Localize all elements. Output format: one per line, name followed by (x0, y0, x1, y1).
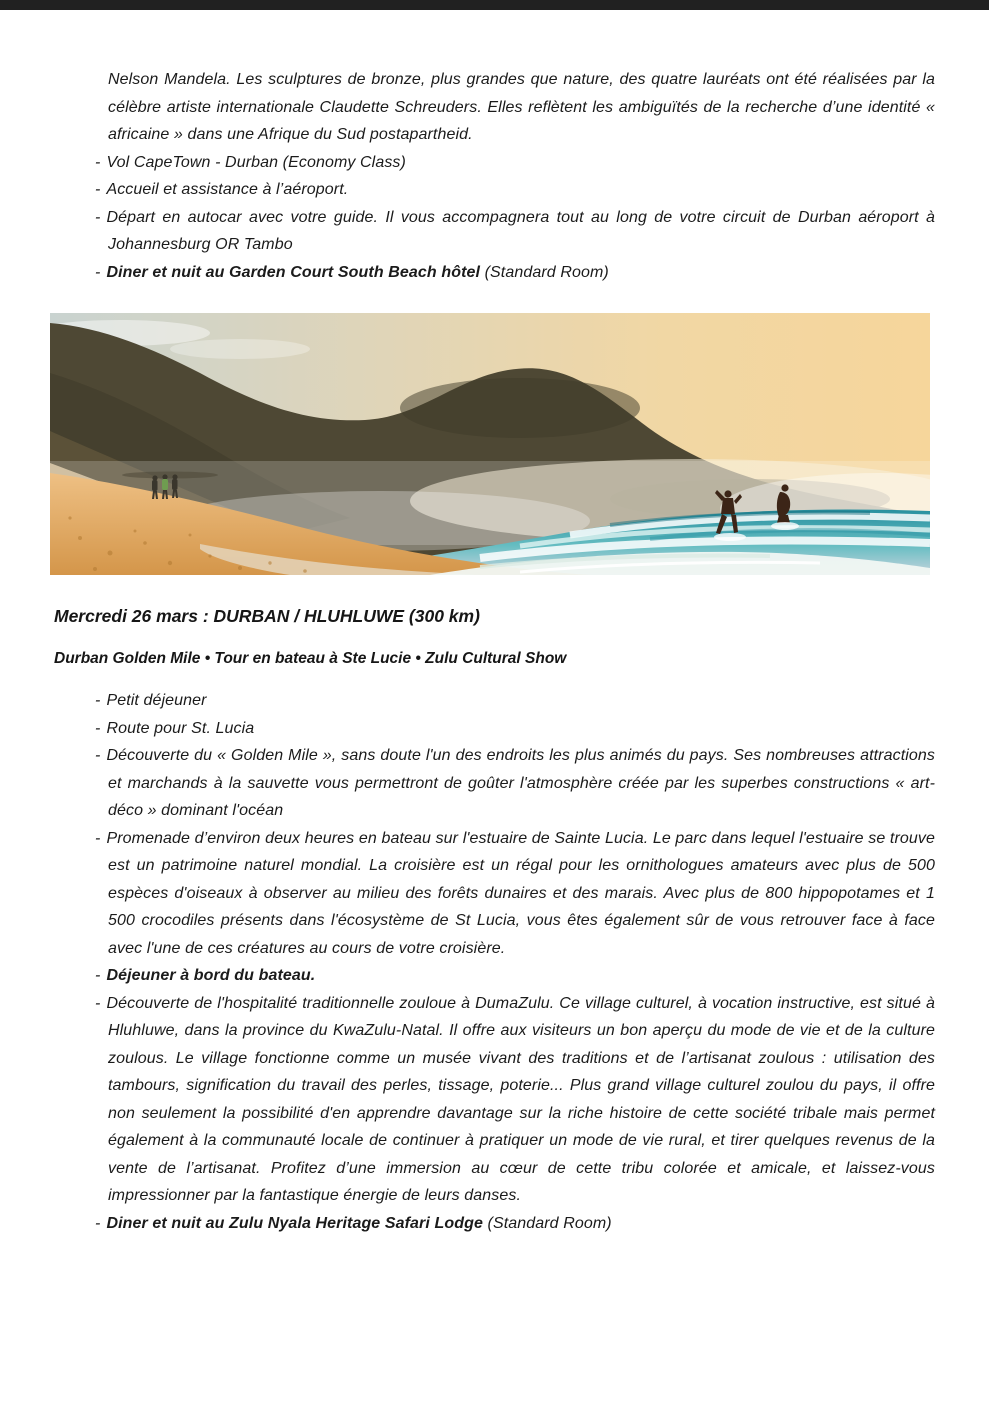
list-item (95, 990, 935, 1210)
bullet-marker: - (95, 994, 101, 1012)
day-subheading: Durban Golden Mile • Tour en bateau à Ste Lucie • Zulu Cultural Show (54, 649, 567, 667)
bullet-marker: - (95, 692, 101, 709)
list-item (95, 962, 935, 990)
beach-photo-illustration (50, 313, 930, 575)
day-bullet-list (95, 687, 935, 1237)
list-item (95, 259, 935, 287)
list-item (95, 1210, 935, 1238)
bullet-marker: - (95, 153, 101, 171)
intro-paragraph: Nelson Mandela. Les sculptures de bronze, plus grandes que nature, des quatre lauréats ont été réalisées par la célèbre artiste internationale Claudette Schreuders. Elles reflètent les ambiguïtés de la recherche d’une identité « africaine » dans une Afrique du Sud postapartheid. (108, 71, 935, 143)
bullet-text: Route pour St. Lucia (106, 719, 255, 737)
bullet-text: Découverte du « Golden Mile », sans doute l'un des endroits les plus animés du pays. Ses nombreuses attractions et marchands à la sauvette vous permettront de goûter l'atmosphère créée par les superbes constructions « art-déco » dominant l'océan (106, 747, 935, 819)
intro-bullet-list (95, 149, 935, 287)
bullet-text: Découverte de l'hospitalité traditionnelle zouloue à DumaZulu. Ce village culturel, à vocation instructive, est situé à Hluhluwe, dans la province du KwaZulu-Natal. Il offre aux visiteurs un bon aperçu du mode de vie et de la culture zoulous. Le village fonctionne comme un musée vivant des traditions et de l’artisanat zoulous : utilisation des tambours, signification du travail des perles, tissage, poterie... Plus grand village culturel zoulou du pays, il offre non seulement la possibilité d'en apprendre davantage sur la riche histoire de cette société tribale mais permet également à la communauté locale de continuer à pratiquer un mode de vie rural, et tirer quelques revenus de la vente de l’artisanat. Profitez d’une immersion au cœur de cette tribu colorée et amicale, et laissez-vous impressionner par la fantastique énergie de leurs danses. (106, 994, 935, 1204)
bullet-text: Promenade d’environ deux heures en bateau sur l'estuaire de Sainte Lucia. Le parc dans lequel l'estuaire se trouve est un patrimoine naturel mondial. La croisière est un régal pour les ornithologues amateurs avec plus de 500 espèces d'oiseaux à observer au milieu des forêts dunaires et des marais. Avec plus de 800 hippopotames et 1 500 crocodiles présents dans l'écosystème de St Lucia, vous êtes également sûr de vous retrouver face à face avec l'une de ces créatures au cours de votre croisière. (106, 829, 935, 957)
bullet-marker: - (95, 263, 101, 281)
window-top-bar (0, 0, 989, 10)
bullet-marker: - (95, 208, 101, 226)
bullet-text: (Standard Room) (482, 1214, 612, 1232)
bullet-text: Petit déjeuner (106, 692, 207, 709)
bullet-text: Vol CapeTown - Durban (Economy Class) (106, 153, 406, 171)
bullet-text-bold: Déjeuner à bord du bateau. (106, 967, 316, 984)
bullet-text: (Standard Room) (480, 263, 609, 281)
bullet-marker: - (95, 829, 101, 847)
list-item (95, 149, 935, 177)
list-item (95, 204, 935, 259)
list-item (95, 742, 935, 825)
beach-photo (50, 313, 930, 575)
bullet-text-bold: Diner et nuit au Zulu Nyala Heritage Safari Lodge (106, 1214, 483, 1232)
bullet-marker: - (95, 181, 101, 198)
bullet-marker: - (95, 747, 101, 764)
list-item (95, 715, 935, 743)
list-item (95, 176, 935, 204)
bullet-marker: - (95, 967, 101, 984)
list-item (95, 825, 935, 963)
bullet-marker: - (95, 719, 101, 737)
bullet-marker: - (95, 1214, 101, 1232)
day-heading: Mercredi 26 mars : DURBAN / HLUHLUWE (300 km) (54, 606, 480, 626)
bullet-text-bold: Diner et nuit au Garden Court South Beach hôtel (106, 263, 481, 281)
list-item (95, 687, 935, 715)
page-content (0, 10, 989, 1237)
bullet-text: Accueil et assistance à l’aéroport. (106, 181, 349, 198)
bullet-text: Départ en autocar avec votre guide. Il vous accompagnera tout au long de votre circuit de Durban aéroport à Johannesburg OR Tambo (106, 208, 935, 253)
